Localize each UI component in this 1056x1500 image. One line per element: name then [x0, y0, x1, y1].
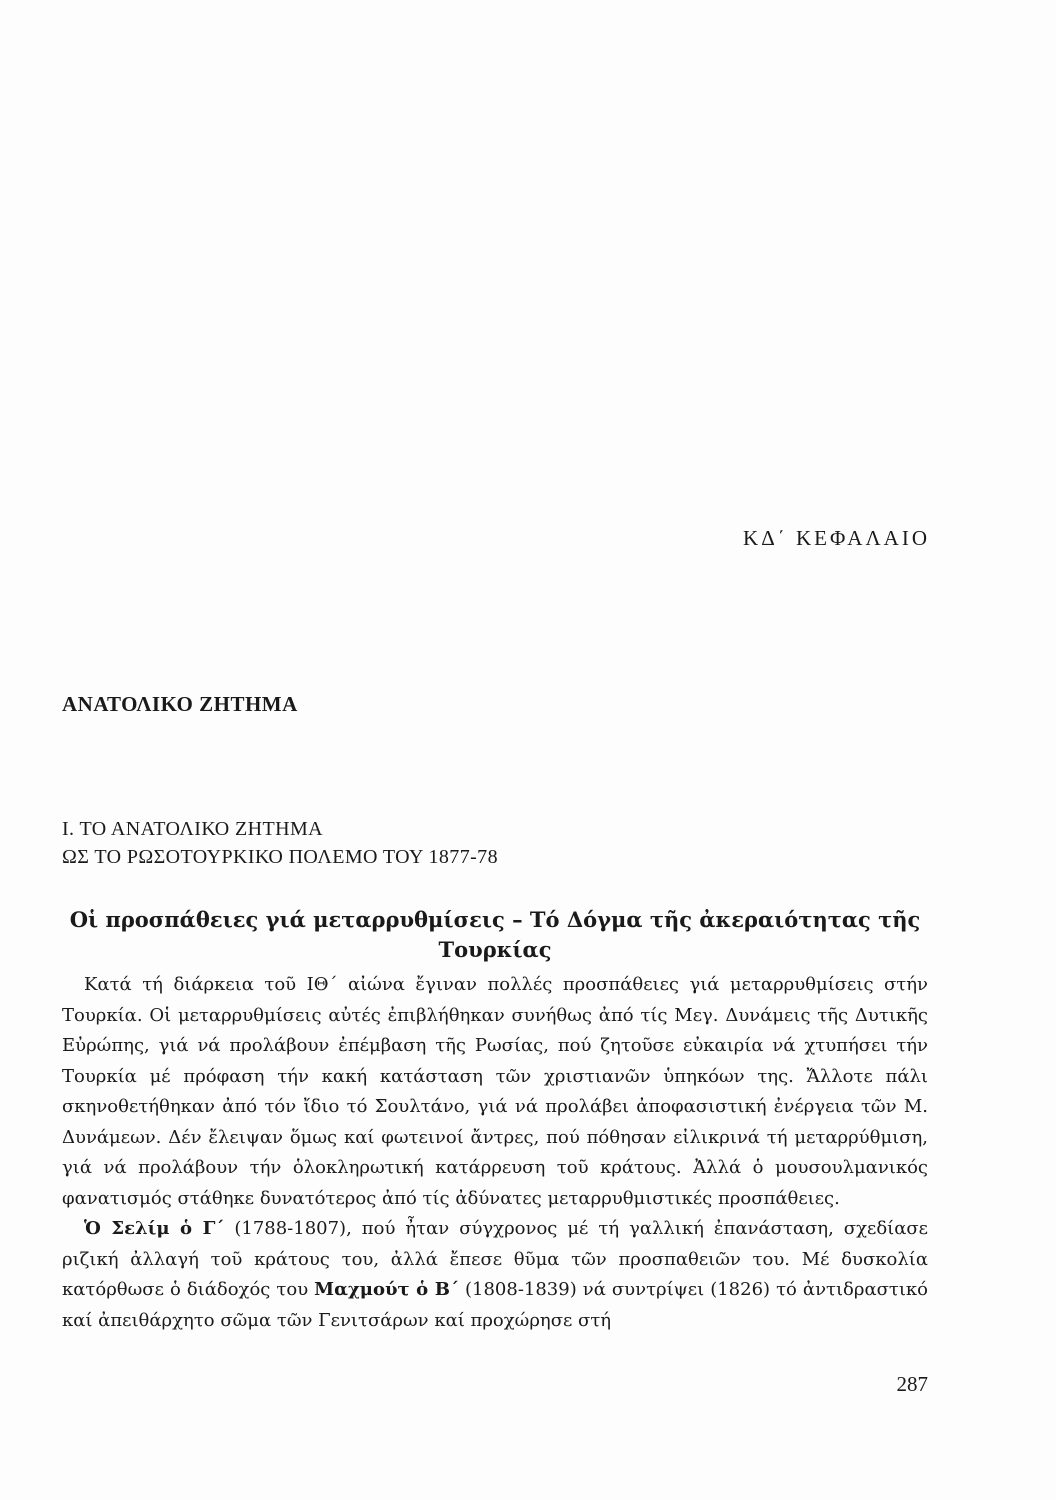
section-heading [62, 815, 498, 871]
part-title: ΑΝΑΤΟΛΙΚΟ ΖΗΤΗΜΑ [62, 692, 298, 716]
bold-name-mahmud: Μαχμούτ ὁ Β΄ [314, 1279, 459, 1300]
body-text [62, 970, 928, 1336]
section-heading-line2: ΩΣ ΤΟ ΡΩΣΟΤΟΥΡΚΙΚΟ ΠΟΛΕΜΟ ΤΟΥ 1877-78 [62, 846, 498, 868]
page-number: 287 [896, 1372, 928, 1396]
section-heading-line1: Ι. ΤΟ ΑΝΑΤΟΛΙΚΟ ΖΗΤΗΜΑ [62, 818, 323, 840]
paragraph-1: Κατά τή διάρκεια τοῦ ΙΘ΄ αἰώνα ἔγιναν πολλές προσπάθειες γιά μεταρρυθμίσεις στήν Τουρκία. Οἱ μεταρρυθμίσεις αὐτές ἐπιβλήθηκαν συνήθως ἀπό τίς Μεγ. Δυνάμεις τῆς Δυτικῆς Εὐρώπης, γιά νά προλάβουν ἐπέμβαση τῆς Ρωσίας, πού ζητοῦσε εὐκαιρία νά χτυπήσει τήν Τουρκία μέ πρόφαση τήν κακή κατάσταση τῶν χριστιανῶν ὑπηκόων της. Ἄλλοτε πάλι σκηνοθετήθηκαν ἀπό τόν ἴδιο τό Σουλτάνο, γιά νά προλάβει ἀποφασιστική ἐνέργεια τῶν Μ. Δυνάμεων. Δέν ἔλειψαν ὅμως καί φωτεινοί ἄντρες, πού πόθησαν εἰλικρινά τή μεταρρύθμιση, γιά νά προλάβουν τήν ὁλοκληρωτική κατάρρευση τοῦ κράτους. Ἀλλά ὁ μουσουλμανικός φανατισμός στάθηκε δυνατότερος ἀπό τίς ἀδύνατες μεταρρυθμιστικές προσπάθειες. [62, 974, 928, 1209]
bold-name-selim: Ὁ Σελίμ ὁ Γ΄ [84, 1218, 225, 1239]
paragraph-2-text-a: (1788-1807), πού ἦταν σύγχρονος μέ τή γαλλική ἐπανάσταση, σχεδίασε ριζική ἀλλαγή τοῦ κράτους του, ἀλλά ἔπεσε θῦμα τῶν προσπαθειῶν του. Μέ δυσκολία κατόρθωσε ὁ διάδοχός του [62, 1218, 928, 1300]
chapter-label: ΚΔ΄ ΚΕΦΑΛΑΙΟ [743, 526, 930, 550]
paragraph-2-text-b: (1808-1839) νά συντρίψει (1826) τό ἀντιδραστικό καί ἀπειθάρχητο σῶμα τῶν Γενιτσάρων καί προχώρησε στή [62, 1279, 928, 1331]
subsection-title: Οἱ προσπάθειες γιά μεταρρυθμίσεις – Τό Δόγμα τῆς ἀκεραιότητας τῆς Τουρκίας [69, 907, 921, 962]
paragraph-2 [62, 1214, 928, 1336]
